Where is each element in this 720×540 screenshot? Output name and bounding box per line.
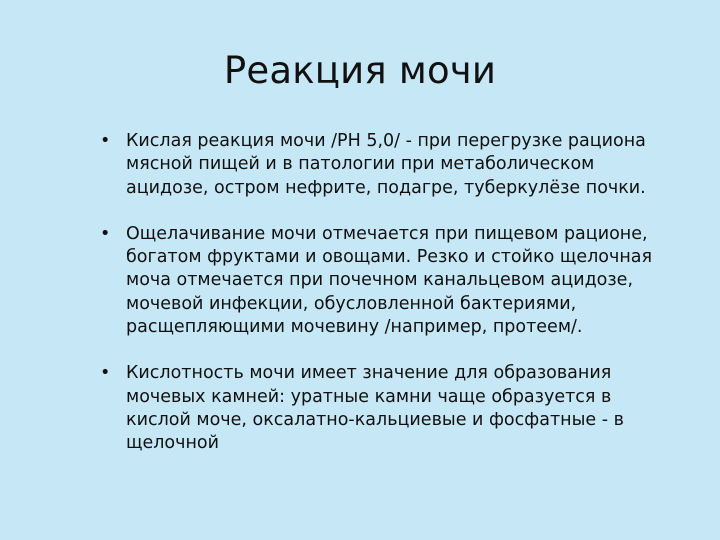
bullet-line: расщепляющими мочевину /например, протеем/.: [126, 317, 583, 338]
bullet-line: щелочной: [126, 433, 220, 454]
bullet-item-stones: [98, 362, 698, 455]
bullet-line: мясной пищей и в патологии при метаболическом: [126, 154, 595, 175]
bullet-list: [98, 130, 698, 456]
bullet-line: богатом фруктами и овощами. Резко и стойко щелочная: [126, 247, 653, 268]
bullet-line: Кислая реакция мочи /РН 5,0/ - при перегрузке рациона: [126, 131, 646, 151]
bullet-item-alkaline: [98, 223, 698, 339]
bullet-marker: •: [100, 223, 111, 244]
bullet-item-acidic: [98, 130, 698, 200]
bullet-marker: •: [100, 131, 111, 151]
bullet-line: ацидозе, остром нефрите, подагре, туберкулёзе почки.: [126, 177, 646, 198]
bullet-line: кислой моче, оксалатно-кальциевые и фосфатные - в: [126, 409, 624, 430]
bullet-line: мочевых камней: уратные камни чаще образуется в: [126, 386, 612, 407]
bullet-line: Ощелачивание мочи отмечается при пищевом рационе,: [126, 223, 648, 244]
bullet-line: моча отмечается при почечном канальцевом ацидозе,: [126, 270, 634, 291]
bullet-marker: •: [100, 363, 111, 384]
bullet-line: Кислотность мочи имеет значение для образования: [126, 363, 612, 384]
bullet-line: мочевой инфекции, обусловленной бактериями,: [126, 293, 577, 314]
slide-title: Реакция мочи: [223, 49, 497, 92]
